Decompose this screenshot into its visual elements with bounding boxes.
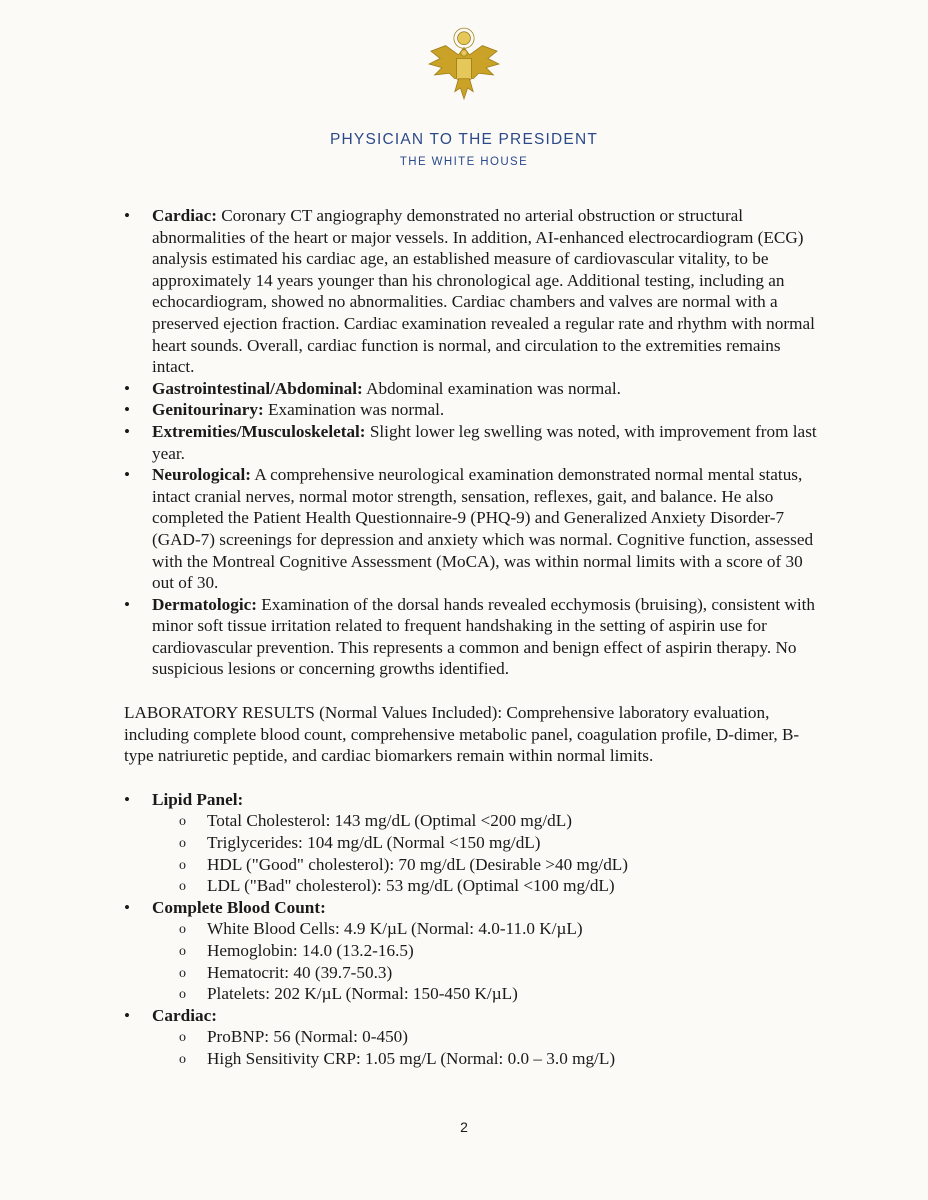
lab-items: [152, 1026, 824, 1069]
letterhead-subtitle: THE WHITE HOUSE: [399, 156, 529, 168]
lab-item: o LDL ("Bad" cholesterol): 53 mg/dL (Optimal <100 mg/dL): [152, 875, 824, 897]
finding-label: Extremities/Musculoskeletal:: [152, 421, 366, 441]
lab-item: o Platelets: 202 K/µL (Normal: 150-450 K/µL): [152, 983, 824, 1005]
finding-text: Examination of the dorsal hands revealed ecchymosis (bruising), consistent with minor soft tissue irritation related to frequent handshaking in the setting of aspirin use for cardiovascular prevention. This represents a common and benign effect of aspirin therapy. No suspicious lesions or concerning growths identified.: [152, 594, 815, 679]
lab-panel-cbc: [124, 897, 824, 1005]
finding-text: Coronary CT angiography demonstrated no arterial obstruction or structural abnormalities of the heart or major vessels. In addition, AI-enhanced electrocardiogram (ECG) analysis estimated his cardiac age, an established measure of cardiovascular vitality, to be approximately 14 years younger than his chronological age. Additional testing, including an echocardiogram, showed no abnormalities. Cardiac chambers and valves are normal with a preserved ejection fraction. Cardiac examination revealed a regular rate and rhythm with normal heart sounds. Overall, cardiac function is normal, and circulation to the extremities remains intact.: [152, 206, 815, 377]
lab-item: o ProBNP: 56 (Normal: 0-450): [152, 1026, 824, 1048]
lab-panel-label: Complete Blood Count:: [152, 897, 326, 917]
lab-item: o Hematocrit: 40 (39.7-50.3): [152, 962, 824, 984]
letterhead-title: PHYSICIAN TO THE PRESIDENT: [329, 131, 599, 148]
finding-neurological: [124, 464, 824, 594]
finding-genitourinary: [124, 399, 824, 421]
laboratory-results-intro: LABORATORY RESULTS (Normal Values Included): Comprehensive laboratory evaluation, including complete blood count, comprehensive metabolic panel, coagulation profile, D-dimer, B- type natriuretic peptide, and cardiac biomarkers remain within normal limits.: [124, 703, 800, 766]
finding-dermatologic: [124, 594, 824, 680]
presidential-seal-icon: [418, 18, 510, 110]
lab-item: o Hemoglobin: 14.0 (13.2-16.5): [152, 940, 824, 962]
lab-panels-list: [124, 789, 824, 1070]
finding-gastrointestinal: [124, 378, 824, 400]
finding-label: Gastrointestinal/Abdominal:: [152, 378, 363, 398]
lab-item: o HDL ("Good" cholesterol): 70 mg/dL (Desirable >40 mg/dL): [152, 854, 824, 876]
lab-panel-lipid: [124, 789, 824, 897]
finding-extremities: [124, 421, 824, 464]
lab-item: o Total Cholesterol: 143 mg/dL (Optimal <200 mg/dL): [152, 810, 824, 832]
finding-cardiac: [124, 205, 824, 378]
finding-text: Examination was normal.: [263, 400, 445, 420]
lab-panel-cardiac: [124, 1005, 824, 1070]
finding-text: A comprehensive neurological examination demonstrated normal mental status, intact cranial nerves, normal motor strength, sensation, reflexes, gait, and balance. He also completed the Patient Health Questionnaire-9 (PHQ-9) and Generalized Anxiety Disorder-7 (GAD-7) screenings for depression and anxiety which was normal. Cognitive function, assessed with the Montreal Cognitive Assessment (MoCA), was within normal limits with a score of 30 out of 30.: [152, 465, 814, 593]
finding-text: Slight lower leg swelling was noted, with improvement from last year.: [152, 421, 817, 463]
lab-items: [152, 918, 824, 1004]
document-body: [124, 205, 824, 1070]
lab-items: [152, 810, 824, 896]
page-number: 2: [460, 1119, 468, 1135]
exam-findings-list: [124, 205, 824, 680]
finding-label: Genitourinary:: [152, 400, 264, 420]
lab-item: o High Sensitivity CRP: 1.05 mg/L (Normal: 0.0 – 3.0 mg/L): [152, 1048, 824, 1070]
lab-item: o White Blood Cells: 4.9 K/µL (Normal: 4.0-11.0 K/µL): [152, 918, 824, 940]
finding-label: Neurological:: [152, 465, 251, 485]
finding-label: Dermatologic:: [152, 594, 257, 614]
lab-item: o Triglycerides: 104 mg/dL (Normal <150 mg/dL): [152, 832, 824, 854]
lab-panel-label: Cardiac:: [152, 1005, 217, 1025]
lab-panel-label: Lipid Panel:: [152, 789, 244, 809]
finding-label: Cardiac:: [152, 206, 217, 225]
finding-text: Abdominal examination was normal.: [362, 378, 621, 398]
